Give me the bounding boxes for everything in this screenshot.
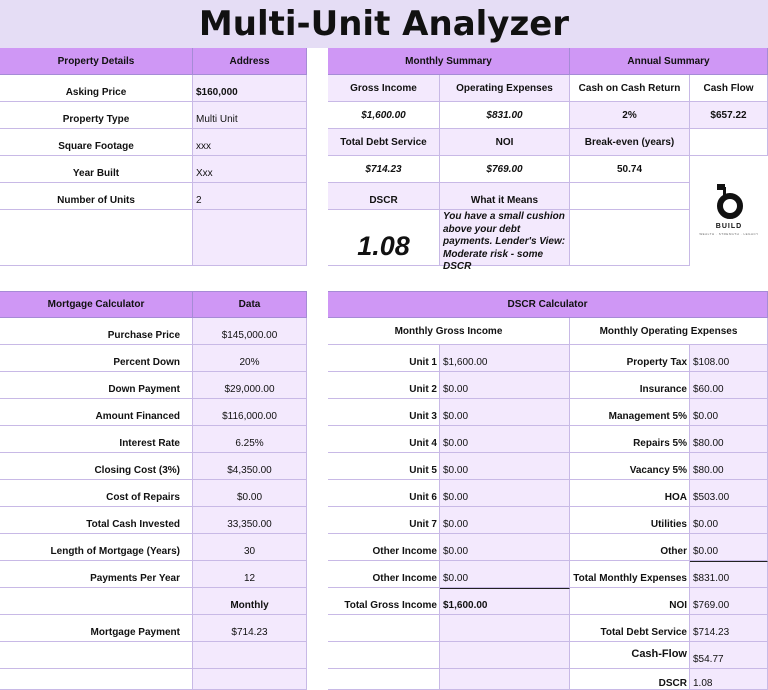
total-debt-service-label[interactable]: Total Debt Service [328, 129, 440, 156]
empty-cell[interactable] [0, 642, 193, 669]
mortgage-calculator-header[interactable]: Mortgage Calculator [0, 291, 193, 318]
empty-cell[interactable] [328, 615, 440, 642]
logo-brand-text: BUILD [715, 223, 743, 230]
dscr-noi-label[interactable]: NOI [570, 588, 690, 615]
annual-summary-header[interactable]: Annual Summary [570, 48, 768, 75]
asking-price-value[interactable]: $160,000 [193, 75, 307, 102]
empty-cell[interactable] [328, 669, 440, 690]
number-of-units-value[interactable]: 2 [193, 183, 307, 210]
property-type-value[interactable]: Multi Unit [193, 102, 307, 129]
income-row-value[interactable]: $0.00 [440, 453, 570, 480]
empty-cell[interactable] [0, 210, 193, 266]
empty-cell[interactable] [440, 642, 570, 669]
address-header[interactable]: Address [193, 48, 307, 75]
expense-row-value[interactable]: $80.00 [690, 453, 768, 480]
mortgage-payment-label[interactable]: Mortgage Payment [0, 615, 193, 642]
mortgage-row-value[interactable]: $0.00 [193, 480, 307, 507]
monthly-summary-header[interactable]: Monthly Summary [328, 48, 570, 75]
empty-cell[interactable] [193, 210, 307, 266]
income-row-value[interactable]: $0.00 [440, 426, 570, 453]
dscr-label[interactable]: DSCR [328, 183, 440, 210]
dscr-calculator-header[interactable]: DSCR Calculator [328, 291, 768, 318]
sheet-title: Multi-Unit Analyzer [0, 0, 768, 48]
mortgage-payment-value[interactable]: $714.23 [193, 615, 307, 642]
cash-on-cash-label[interactable]: Cash on Cash Return [570, 75, 690, 102]
mortgage-row-label[interactable]: Length of Mortgage (Years) [0, 534, 193, 561]
income-row-label[interactable]: Other Income [328, 561, 440, 588]
noi-value[interactable]: $769.00 [440, 156, 570, 183]
square-footage-label[interactable]: Square Footage [0, 129, 193, 156]
total-debt-service-value[interactable]: $714.23 [328, 156, 440, 183]
income-row-value[interactable]: $0.00 [440, 399, 570, 426]
dscr-calc-value[interactable]: 1.08 [690, 669, 768, 690]
income-row-label[interactable]: Unit 6 [328, 480, 440, 507]
mortgage-row-value[interactable]: 30 [193, 534, 307, 561]
mortgage-row-value[interactable]: $4,350.00 [193, 453, 307, 480]
income-row-value[interactable]: $0.00 [440, 372, 570, 399]
mortgage-row-label[interactable]: Payments Per Year [0, 561, 193, 588]
empty-cell[interactable] [690, 129, 768, 156]
mortgage-row-label[interactable]: Percent Down [0, 345, 193, 372]
income-row-value[interactable]: $0.00 [440, 507, 570, 534]
asking-price-label[interactable]: Asking Price [0, 75, 193, 102]
income-row-label[interactable]: Unit 1 [328, 345, 440, 372]
dscr-big-value[interactable]: 1.08 [328, 210, 440, 266]
property-type-label[interactable]: Property Type [0, 102, 193, 129]
mortgage-row-label[interactable]: Total Cash Invested [0, 507, 193, 534]
total-monthly-expenses-value[interactable]: $831.00 [690, 561, 768, 588]
income-row-label[interactable]: Other Income [328, 534, 440, 561]
expense-row-value[interactable]: $60.00 [690, 372, 768, 399]
build-logo-icon [713, 184, 745, 220]
what-it-means-label[interactable]: What it Means [440, 183, 570, 210]
mortgage-row-value[interactable]: 12 [193, 561, 307, 588]
expense-row-value[interactable]: $80.00 [690, 426, 768, 453]
expense-row-label[interactable]: Management 5% [570, 399, 690, 426]
mortgage-row-label[interactable]: Down Payment [0, 372, 193, 399]
income-row-value[interactable]: $0.00 [440, 534, 570, 561]
income-row-value[interactable]: $1,600.00 [440, 345, 570, 372]
cash-flow-calc-label[interactable]: Cash-Flow [570, 642, 690, 669]
total-gross-income-value[interactable]: $1,600.00 [440, 588, 570, 615]
expense-row-label[interactable]: Utilities [570, 507, 690, 534]
dscr-calc-label[interactable]: DSCR [570, 669, 690, 690]
mortgage-row-label[interactable]: Purchase Price [0, 318, 193, 345]
income-row-value[interactable]: $0.00 [440, 480, 570, 507]
income-row-value[interactable]: $0.00 [440, 561, 570, 588]
monthly-label[interactable]: Monthly [193, 588, 307, 615]
gross-income-value[interactable]: $1,600.00 [328, 102, 440, 129]
mortgage-row-label[interactable]: Amount Financed [0, 399, 193, 426]
cash-flow-value[interactable]: $657.22 [690, 102, 768, 129]
empty-cell[interactable] [193, 669, 307, 690]
cash-on-cash-value[interactable]: 2% [570, 102, 690, 129]
gross-income-label[interactable]: Gross Income [328, 75, 440, 102]
expense-row-label[interactable]: Other [570, 534, 690, 561]
property-details-header[interactable]: Property Details [0, 48, 193, 75]
mortgage-row-label[interactable]: Cost of Repairs [0, 480, 193, 507]
year-built-label[interactable]: Year Built [0, 156, 193, 183]
empty-cell[interactable] [193, 642, 307, 669]
empty-cell[interactable] [570, 210, 690, 266]
empty-cell[interactable] [0, 669, 193, 690]
cash-flow-calc-value[interactable]: $54.77 [690, 642, 768, 669]
expense-row-label[interactable]: Property Tax [570, 345, 690, 372]
mortgage-row-value[interactable]: 6.25% [193, 426, 307, 453]
breakeven-value[interactable]: 50.74 [570, 156, 690, 183]
noi-label[interactable]: NOI [440, 129, 570, 156]
income-row-label[interactable]: Unit 5 [328, 453, 440, 480]
mortgage-row-value[interactable]: 20% [193, 345, 307, 372]
expense-row-label[interactable]: Insurance [570, 372, 690, 399]
expense-row-value[interactable]: $0.00 [690, 399, 768, 426]
empty-cell[interactable] [570, 183, 690, 210]
mortgage-row-value[interactable]: $145,000.00 [193, 318, 307, 345]
expense-row-value[interactable]: $108.00 [690, 345, 768, 372]
expense-row-value[interactable]: $0.00 [690, 534, 768, 561]
empty-cell[interactable] [440, 669, 570, 690]
empty-cell[interactable] [440, 615, 570, 642]
dscr-total-debt-service-value[interactable]: $714.23 [690, 615, 768, 642]
expense-row-label[interactable]: HOA [570, 480, 690, 507]
mortgage-row-label[interactable]: Interest Rate [0, 426, 193, 453]
income-row-label[interactable]: Unit 2 [328, 372, 440, 399]
monthly-operating-expenses-header[interactable]: Monthly Operating Expenses [570, 318, 768, 345]
empty-cell[interactable] [0, 588, 193, 615]
build-logo [690, 156, 768, 264]
total-gross-income-label[interactable]: Total Gross Income [328, 588, 440, 615]
expense-row-value[interactable]: $0.00 [690, 507, 768, 534]
mortgage-row-value[interactable]: $29,000.00 [193, 372, 307, 399]
number-of-units-label[interactable]: Number of Units [0, 183, 193, 210]
operating-expenses-label[interactable]: Operating Expenses [440, 75, 570, 102]
square-footage-value[interactable]: xxx [193, 129, 307, 156]
logo-tagline: WEALTH · STRENGTH · LEGACY [699, 232, 759, 236]
monthly-gross-income-header[interactable]: Monthly Gross Income [328, 318, 570, 345]
breakeven-label[interactable]: Break-even (years) [570, 129, 690, 156]
cash-flow-label[interactable]: Cash Flow [690, 75, 768, 102]
income-row-label[interactable]: Unit 4 [328, 426, 440, 453]
expense-row-label[interactable]: Repairs 5% [570, 426, 690, 453]
mortgage-row-value[interactable]: 33,350.00 [193, 507, 307, 534]
dscr-total-debt-service-label[interactable]: Total Debt Service [570, 615, 690, 642]
mortgage-row-label[interactable]: Closing Cost (3%) [0, 453, 193, 480]
expense-row-value[interactable]: $503.00 [690, 480, 768, 507]
operating-expenses-value[interactable]: $831.00 [440, 102, 570, 129]
data-header[interactable]: Data [193, 291, 307, 318]
what-it-means-text[interactable]: You have a small cushion above your debt payments. Lender's View: Moderate risk - some DSCR [440, 210, 570, 266]
income-row-label[interactable]: Unit 7 [328, 507, 440, 534]
total-monthly-expenses-label[interactable]: Total Monthly Expenses [570, 561, 690, 588]
dscr-noi-value[interactable]: $769.00 [690, 588, 768, 615]
income-row-label[interactable]: Unit 3 [328, 399, 440, 426]
year-built-value[interactable]: Xxx [193, 156, 307, 183]
expense-row-label[interactable]: Vacancy 5% [570, 453, 690, 480]
empty-cell[interactable] [328, 642, 440, 669]
mortgage-row-value[interactable]: $116,000.00 [193, 399, 307, 426]
